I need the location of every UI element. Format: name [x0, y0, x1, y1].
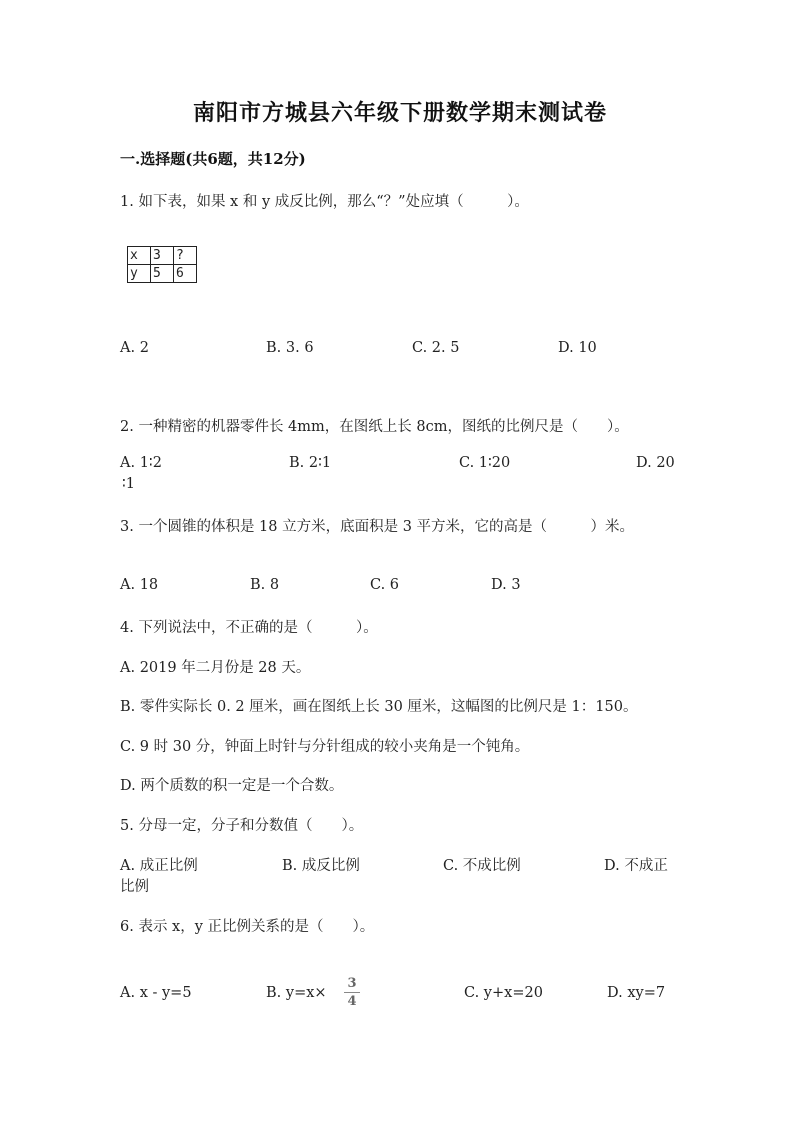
- question-2-option-a[interactable]: A. 1∶2: [120, 455, 162, 471]
- question-5-option-d[interactable]: D. 不成正: [604, 858, 668, 874]
- question-4-stem: 4. 下列说法中，不正确的是（ ）。: [120, 620, 378, 636]
- table-row: [128, 265, 197, 283]
- question-3-option-d[interactable]: D. 3: [491, 577, 521, 593]
- section-heading: 一.选择题(共6题，共12分): [120, 150, 306, 168]
- question-2-option-c[interactable]: C. 1∶20: [459, 455, 511, 471]
- question-4-option-a[interactable]: A. 2019 年二月份是 28 天。: [120, 660, 311, 676]
- question-1-table: [127, 246, 197, 283]
- question-3-option-a[interactable]: A. 18: [120, 577, 159, 593]
- fraction-bar: [344, 992, 360, 993]
- question-2-option-d[interactable]: D. 20: [636, 455, 675, 471]
- question-1-option-a[interactable]: A. 2: [120, 340, 149, 356]
- table-cell: y: [128, 265, 151, 283]
- fraction-denominator: 4: [347, 994, 357, 1009]
- question-6-stem: 6. 表示 x，y 正比例关系的是（ ）。: [120, 919, 375, 935]
- question-6-option-c[interactable]: C. y+x=20: [464, 985, 543, 1001]
- question-4-option-b[interactable]: B. 零件实际长 0. 2 厘米，画在图纸上长 30 厘米，这幅图的比例尺是 1：150。: [120, 699, 638, 715]
- question-3-stem: 3. 一个圆锥的体积是 18 立方米，底面积是 3 平方米，它的高是（ ）米。: [120, 519, 635, 535]
- fraction-numerator: 3: [347, 976, 357, 991]
- question-2-stem: 2. 一种精密的机器零件长 4mm，在图纸上长 8cm，图纸的比例尺是（ ）。: [120, 419, 629, 435]
- table-cell: 5: [151, 265, 174, 283]
- table-row: [128, 247, 197, 265]
- question-2-option-d-wrap: ∶1: [122, 476, 135, 492]
- fraction-three-quarters: [344, 976, 360, 1009]
- question-3-option-b[interactable]: B. 8: [250, 577, 280, 593]
- question-1-option-d[interactable]: D. 10: [558, 340, 597, 356]
- question-3-option-c[interactable]: C. 6: [370, 577, 400, 593]
- question-4-option-d[interactable]: D. 两个质数的积一定是一个合数。: [120, 778, 344, 794]
- question-5-option-d-wrap: 比例: [120, 879, 149, 895]
- question-6-option-d[interactable]: D. xy=7: [607, 985, 666, 1001]
- question-1-stem: 1. 如下表，如果 x 和 y 成反比例，那么“？”处应填（ ）。: [120, 194, 529, 210]
- question-1-option-c[interactable]: C. 2. 5: [412, 340, 460, 356]
- question-2-option-b[interactable]: B. 2∶1: [289, 455, 332, 471]
- question-5-option-a[interactable]: A. 成正比例: [120, 858, 198, 874]
- question-5-option-c[interactable]: C. 不成比例: [443, 858, 521, 874]
- page-title: 南阳市方城县六年级下册数学期末测试卷: [192, 100, 607, 126]
- question-6-option-a[interactable]: A. x - y=5: [120, 985, 192, 1001]
- question-5-option-b[interactable]: B. 成反比例: [282, 858, 360, 874]
- question-5-stem: 5. 分母一定，分子和分数值（ ）。: [120, 818, 364, 834]
- table-cell: 3: [151, 247, 174, 265]
- table-cell: ?: [174, 247, 197, 265]
- question-1-option-b[interactable]: B. 3. 6: [266, 340, 314, 356]
- table-cell: 6: [174, 265, 197, 283]
- table-cell: x: [128, 247, 151, 265]
- question-4-option-c[interactable]: C. 9 时 30 分，钟面上时针与分针组成的较小夹角是一个钝角。: [120, 739, 530, 755]
- question-6-option-b[interactable]: B. y=x×: [266, 985, 327, 1001]
